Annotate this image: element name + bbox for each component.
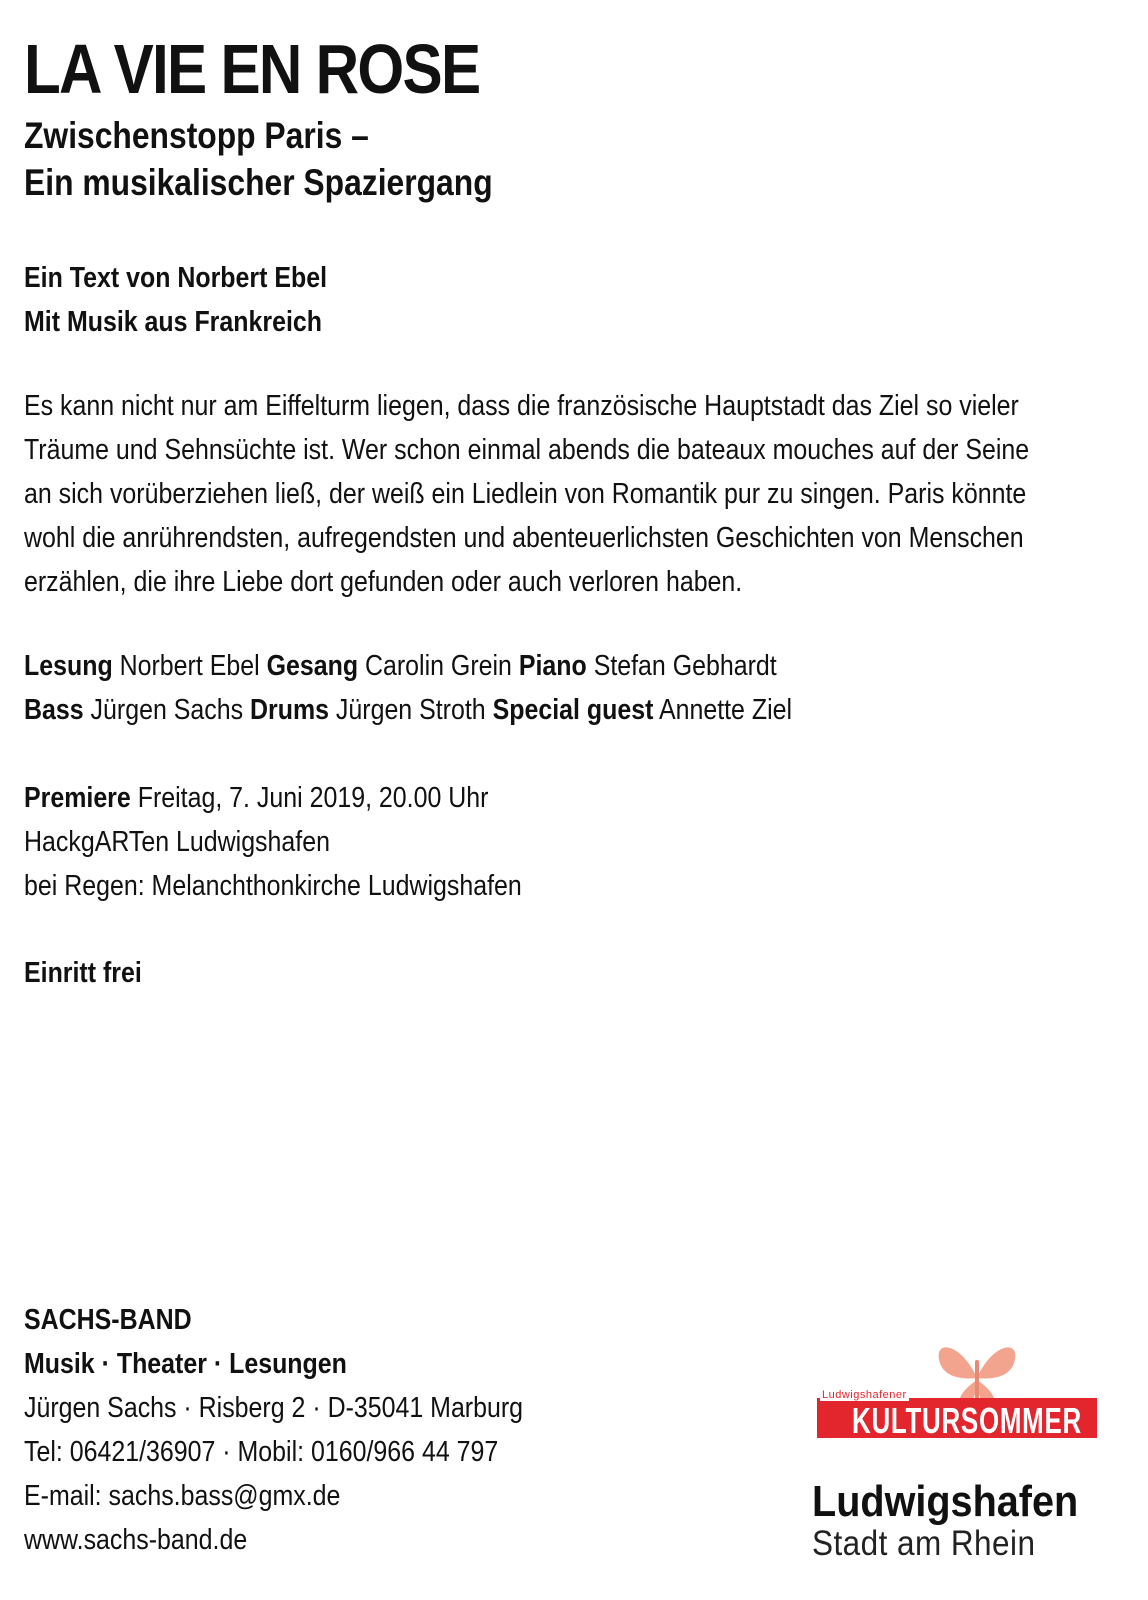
kultursommer-small-text: Ludwigshafener	[822, 1389, 907, 1401]
credit-text-author: Ein Text von Norbert Ebel	[24, 262, 328, 294]
cast-list	[24, 644, 792, 732]
cast-line-2	[24, 688, 792, 732]
contact-address: Jürgen Sachs · Risberg 2 · D-35041 Marburg	[24, 1392, 524, 1424]
page-title: LA VIE EN ROSE	[24, 30, 480, 108]
cast-label-piano: Piano	[518, 650, 587, 682]
cast-label-guest: Special guest	[492, 694, 654, 726]
subtitle-line-1: Zwischenstopp Paris –	[24, 115, 369, 156]
city-name: Ludwigshafen	[812, 1477, 1079, 1526]
premiere-date: Freitag, 7. Juni 2019, 20.00 Uhr	[137, 782, 489, 814]
kultursommer-logo	[812, 1338, 1096, 1444]
band-tagline: Musik · Theater · Lesungen	[24, 1348, 347, 1380]
description-line: wohl die anrührendsten, aufregendsten und abenteuerlichsten Geschichten von Menschen	[24, 522, 1024, 554]
contact-block	[24, 1298, 523, 1562]
description	[24, 384, 1086, 604]
premiere-info	[24, 776, 522, 908]
contact-phone: Tel: 06421/36907 · Mobil: 0160/966 44 797	[24, 1436, 499, 1468]
cast-label-drums: Drums	[249, 694, 329, 726]
description-line: Es kann nicht nur am Eiffelturm liegen, dass die französische Hauptstadt das Ziel so vieler	[24, 390, 1019, 422]
contact-website[interactable]: www.sachs-band.de	[24, 1524, 248, 1556]
description-line: erzählen, die ihre Liebe dort gefunden oder auch verloren haben.	[24, 566, 743, 598]
premiere-label: Premiere	[24, 782, 131, 814]
cast-name-drums: Jürgen Stroth	[335, 694, 486, 726]
cast-label-bass: Bass	[24, 694, 84, 726]
premiere-rain-venue: bei Regen: Melanchthonkirche Ludwigshafen	[24, 870, 522, 902]
cast-label-reading: Lesung	[24, 650, 113, 682]
city-subtitle: Stadt am Rhein	[812, 1524, 1036, 1563]
cast-line-1	[24, 644, 792, 688]
subtitle	[24, 112, 493, 206]
cast-label-vocals: Gesang	[266, 650, 359, 682]
cast-name-reading: Norbert Ebel	[119, 650, 260, 682]
subtitle-line-2: Ein musikalischer Spaziergang	[24, 162, 493, 203]
premiere-venue: HackgARTen Ludwigshafen	[24, 826, 330, 858]
city-logo	[812, 1477, 1108, 1563]
cast-name-vocals: Carolin Grein	[364, 650, 512, 682]
cast-name-bass: Jürgen Sachs	[90, 694, 244, 726]
contact-email[interactable]: E-mail: sachs.bass@gmx.de	[24, 1480, 341, 1512]
admission: Einritt frei	[24, 957, 142, 989]
credits	[24, 256, 327, 344]
description-line: an sich vorüberziehen ließ, der weiß ein Liedlein von Romantik pur zu singen. Paris könnte	[24, 478, 1027, 510]
cast-name-piano: Stefan Gebhardt	[593, 650, 777, 682]
cast-name-guest: Annette Ziel	[658, 694, 793, 726]
premiere-date-line	[24, 776, 522, 820]
description-line: Träume und Sehnsüchte ist. Wer schon einmal abends die bateaux mouches auf der Seine	[24, 434, 1030, 466]
kultursommer-text: KULTURSOMMER	[852, 1400, 1082, 1441]
band-name: SACHS-BAND	[24, 1304, 192, 1336]
credit-music: Mit Musik aus Frankreich	[24, 306, 322, 338]
